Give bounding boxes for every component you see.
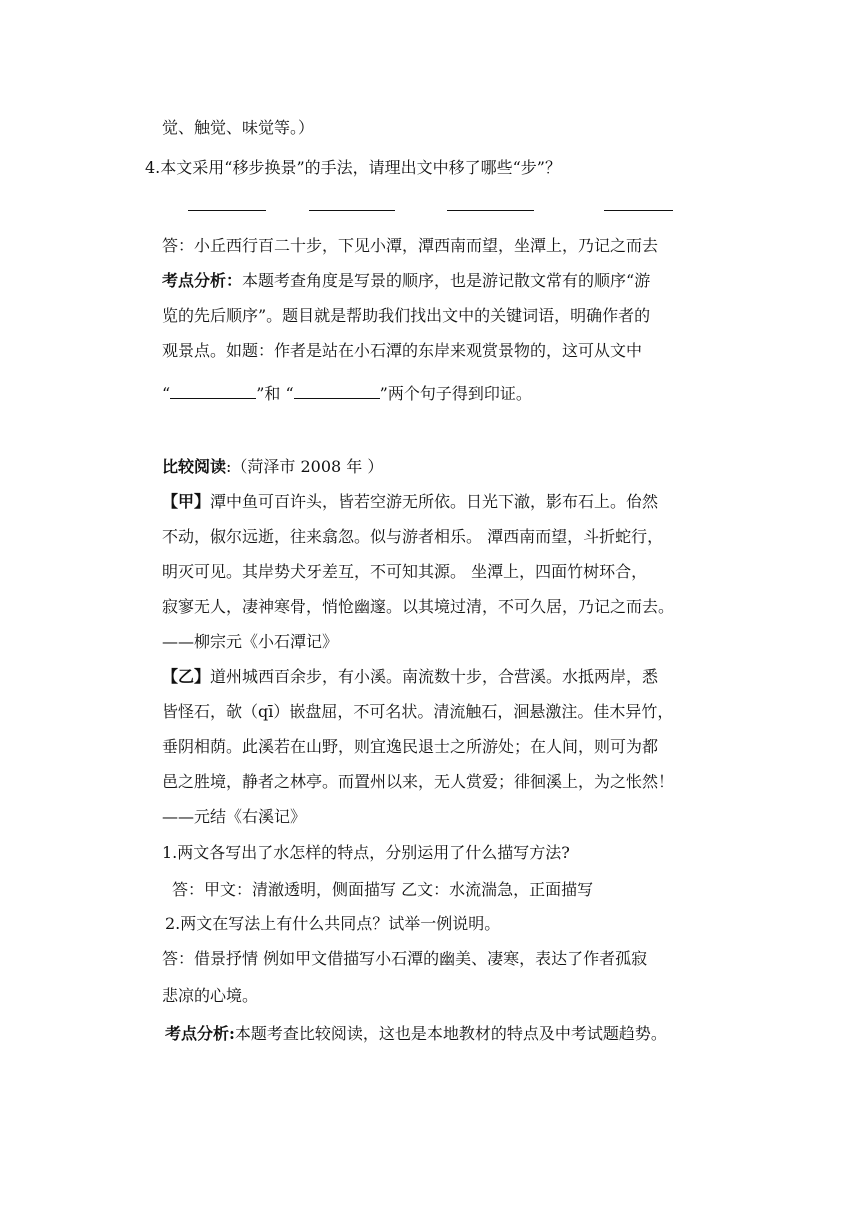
analysis-text-2: 本题考查比较阅读，这也是本地教材的特点及中考试题趋势。 (234, 1024, 667, 1043)
answer-1: 答：甲文：清澈透明，侧面描写 乙文：水流湍急，正面描写 (172, 880, 594, 899)
text-line: 观景点。如题：作者是站在小石潭的东岸来观赏景物的，这可从文中 (162, 341, 643, 360)
quote-open: “ (162, 384, 171, 403)
answer-blank-1 (188, 210, 266, 211)
text-line-with-blanks (162, 382, 532, 404)
analysis-label-2: 考点分析: (165, 1024, 235, 1043)
analysis-line-2 (165, 1024, 667, 1044)
answer-blank-4 (604, 210, 673, 211)
question-1: 1.两文各写出了水怎样的特点，分别运用了什么描写方法? (162, 843, 570, 862)
fill-blank-1 (170, 382, 256, 399)
section-heading-label: 比较阅读 (162, 457, 227, 476)
answer-2-cont: 悲凉的心境。 (162, 986, 259, 1005)
quote-mid: ”和 “ (256, 384, 294, 403)
passage-a-attribution: ——柳宗元《小石潭记》 (162, 632, 339, 651)
section-heading (162, 457, 383, 477)
answer-blank-2 (309, 210, 395, 211)
question-4: 4.本文采用“移步换景”的手法，请理出文中移了哪些“步”？ (145, 158, 561, 177)
text-line: 览的先后顺序”。题目就是帮助我们找出文中的关键词语，明确作者的 (162, 306, 651, 325)
answer-blank-3 (447, 210, 534, 211)
question-2: 2.两文在写法上有什么共同点？试举一例说明。 (165, 914, 501, 933)
analysis-label: 考点分析： (162, 271, 243, 290)
fill-blank-2 (294, 382, 380, 399)
passage-b-text: 道州城西百余步，有小溪。南流数十步，合营溪。水抵两岸，悉 (210, 667, 659, 686)
section-heading-source: :（菏泽市 2008 年 ） (226, 457, 384, 476)
passage-a-line (162, 492, 658, 512)
answer-4: 答：小丘西行百二十步，下见小潭，潭西南而望，坐潭上，乃记之而去 (162, 236, 659, 255)
passage-b-label: 【乙】 (162, 667, 211, 686)
passage-a-line: 明灭可见。其岸势犬牙差互，不可知其源。 坐潭上，四面竹树环合， (162, 562, 648, 581)
passage-b-line: 邑之胜境，静者之林亭。而置州以来，无人赏爱；徘徊溪上，为之怅然！ (162, 772, 675, 791)
answer-2: 答：借景抒情 例如甲文借描写小石潭的幽美、凄寒，表达了作者孤寂 (162, 949, 648, 968)
passage-a-text: 潭中鱼可百许头，皆若空游无所依。日光下澈，影布石上。佁然 (210, 492, 659, 511)
analysis-line (162, 271, 650, 291)
passage-b-attribution: ——元结《右溪记》 (162, 807, 307, 826)
passage-b-line: 垂阴相荫。此溪若在山野，则宜逸民退士之所游处；在人间，则可为都 (162, 737, 659, 756)
passage-a-label: 【甲】 (162, 492, 211, 511)
passage-b-line: 皆怪石，欹（qī）嵌盘屈，不可名状。清流触石，洄悬激注。佳木异竹， (162, 702, 674, 721)
passage-a-line: 寂寥无人，凄神寒骨，悄怆幽邃。以其境过清，不可久居，乃记之而去。 (162, 597, 675, 616)
passage-b-line (162, 667, 658, 687)
text-line: 觉、触觉、味觉等。） (162, 118, 315, 137)
passage-a-line: 不动，俶尔远逝，往来翕忽。似与游者相乐。 潭西南而望，斗折蛇行， (162, 527, 664, 546)
quote-end: ”两个句子得到印证。 (379, 384, 532, 403)
analysis-text: 本题考查角度是写景的顺序，也是游记散文常有的顺序“游 (242, 271, 651, 290)
